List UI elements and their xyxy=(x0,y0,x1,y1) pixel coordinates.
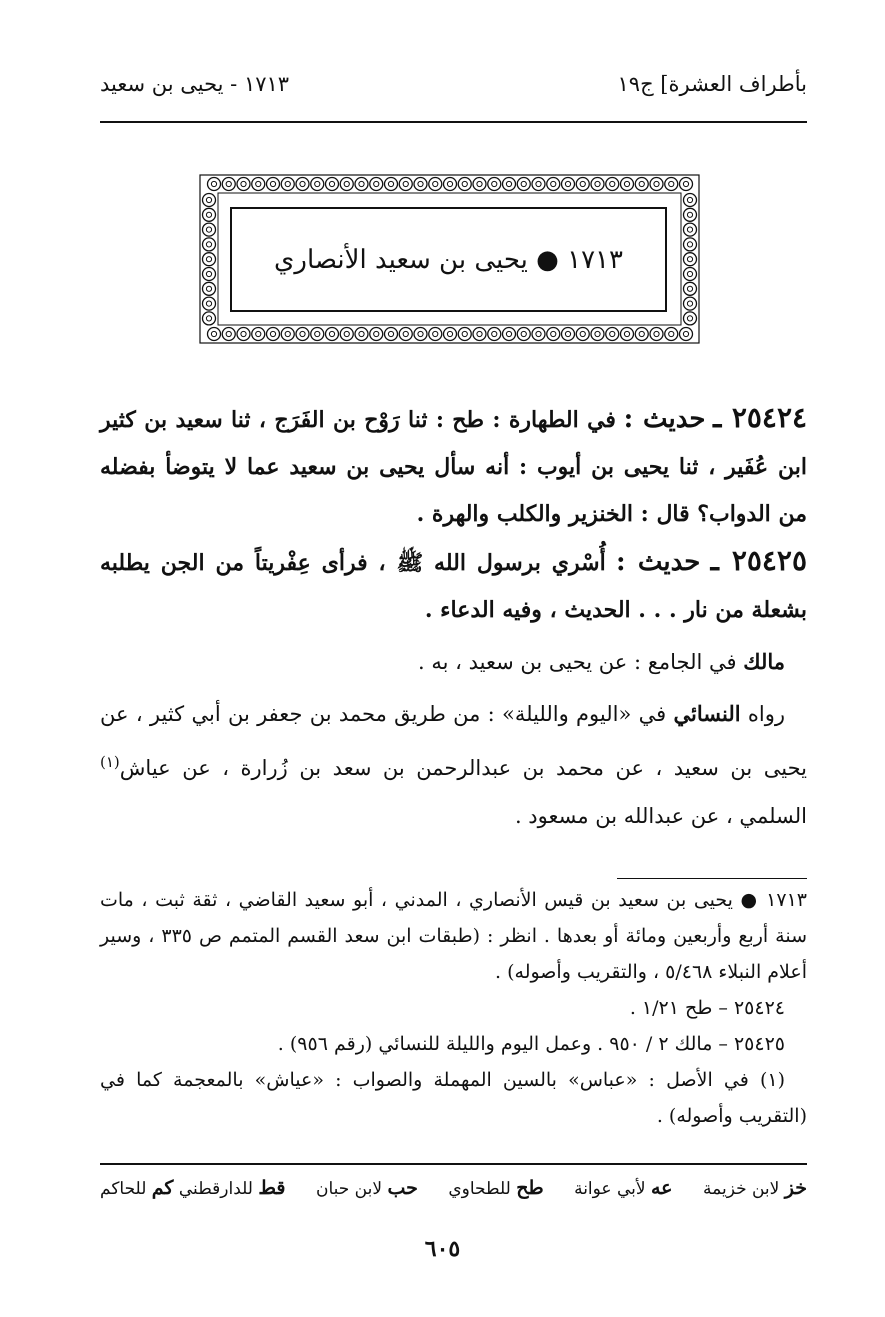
entry-title: ١٧١٣ ● يحيى بن سعيد الأنصاري xyxy=(274,244,623,275)
hadith-paragraph xyxy=(100,395,807,538)
source-malik xyxy=(100,638,807,686)
ornament-knot xyxy=(414,328,427,341)
source-text-continued: السلمي ، عن عبدالله بن مسعود . xyxy=(514,804,807,828)
footnotes xyxy=(100,882,807,1134)
abbreviations-rule xyxy=(100,1163,807,1165)
source-name: النسائي xyxy=(673,701,741,726)
source-name: مالك xyxy=(743,649,785,674)
hadith-text: في الطهارة : طح : ثنا رَوْح بن الفَرَج ، ثنا سعيد بن كثير ابن عُفَير ، ثنا يحيى بن أيوب : أنه سأل يحيى بن سعيد عما لا يتوضأ بفضله من الدواب؟ قال : الخنزير والكلب والهرة . xyxy=(100,407,807,527)
ornament-knot xyxy=(281,178,294,191)
ornament-knot xyxy=(311,328,324,341)
ornament-knot xyxy=(621,178,634,191)
hadith-paragraph xyxy=(100,538,807,634)
footnote: (١) في الأصل : «عباس» بالسين المهملة والصواب : «عياش» بالمعجمة كما في (التقريب وأصوله) . xyxy=(100,1069,807,1127)
ornament-knot xyxy=(311,178,324,191)
ornament-knot xyxy=(684,253,697,266)
ornament-knot xyxy=(208,178,221,191)
ornament-knot xyxy=(414,178,427,191)
ornament-knot xyxy=(591,178,604,191)
ornament-knot xyxy=(473,328,486,341)
ornament-knot xyxy=(340,328,353,341)
ornament-knot xyxy=(355,328,368,341)
ornament-knot xyxy=(562,178,575,191)
footnote-separator xyxy=(617,878,807,879)
ornament-knot xyxy=(429,328,442,341)
ornament-knot xyxy=(203,238,216,251)
abbr-item: قط للدارقطني كم للحاكم xyxy=(100,1177,286,1199)
ornament-knot xyxy=(203,297,216,310)
ornament-knot xyxy=(684,282,697,295)
ornament-knot xyxy=(517,178,530,191)
ornament-knot xyxy=(326,328,339,341)
ornament-knot xyxy=(444,328,457,341)
ornament-knot xyxy=(473,178,486,191)
ornament-knot xyxy=(503,328,516,341)
abbr-item: خز لابن خزيمة xyxy=(703,1177,807,1199)
ornament-knot xyxy=(458,178,471,191)
ornament-knot xyxy=(606,178,619,191)
source-text: في الجامع : عن يحيى بن سعيد ، به . xyxy=(418,650,737,674)
ornament-knot xyxy=(370,178,383,191)
ornament-knot xyxy=(684,208,697,221)
ornament-knot xyxy=(532,328,545,341)
ornament-knot xyxy=(680,178,693,191)
hadith-keyword: حديث : xyxy=(623,404,706,434)
source-text: في «اليوم والليلة» : من طريق محمد بن جعفر بن أبي كثير ، عن يحيى بن سعيد ، عن محمد بن عبدالرحمن بن سعد بن زُرارة ، عن عياش xyxy=(100,702,807,780)
ornament-knot xyxy=(237,178,250,191)
hadith-number: ٢٥٤٢٤ ـ xyxy=(713,401,808,434)
ornament-knot xyxy=(355,178,368,191)
ornament-knot xyxy=(684,312,697,325)
ornament-knot xyxy=(680,328,693,341)
hadith-keyword: حديث : xyxy=(615,547,701,577)
ornament-knot xyxy=(203,253,216,266)
ornament-knot xyxy=(532,178,545,191)
ornament-knot xyxy=(665,328,678,341)
hadith-text: أُسْري برسول الله ﷺ ، فرأى عِفْريتاً من الجن يطلبه بشعلة من نار . . . الحديث ، وفيه الدعاء . xyxy=(100,550,807,623)
footnote: ٢٥٤٢٤ – طح ١/٢١ . xyxy=(629,997,785,1019)
ornament-knot xyxy=(684,268,697,281)
footnote: ٢٥٤٢٥ – مالك ٢ / ٩٥٠ . وعمل اليوم والليلة للنسائي (رقم ٩٥٦) . xyxy=(277,1033,785,1055)
ornament-knot xyxy=(252,328,265,341)
ornament-knot xyxy=(399,178,412,191)
ornament-knot xyxy=(444,178,457,191)
ornament-knot xyxy=(267,178,280,191)
ornament-knot xyxy=(547,328,560,341)
footnote-marker: (١) xyxy=(100,753,120,771)
ornament-knot xyxy=(326,178,339,191)
ornament-knot xyxy=(340,178,353,191)
ornament-knot xyxy=(635,178,648,191)
header-book-title: بأطراف العشرة] ج١٩ xyxy=(617,72,807,96)
abbr-item: عه لأبي عوانة xyxy=(574,1177,673,1199)
source-prefix: رواه xyxy=(747,702,785,726)
ornament-knot xyxy=(650,178,663,191)
ornament-knot xyxy=(635,328,648,341)
ornament-knot xyxy=(650,328,663,341)
ornament-knot xyxy=(576,178,589,191)
ornament-knot xyxy=(222,328,235,341)
hadith-number: ٢٥٤٢٥ ـ xyxy=(710,544,808,577)
abbr-item: طح للطحاوي xyxy=(448,1177,544,1199)
abbreviations-key xyxy=(100,1177,807,1199)
ornament-knot xyxy=(547,178,560,191)
ornament-knot xyxy=(281,328,294,341)
ornament-knot xyxy=(267,328,280,341)
ornament-knot xyxy=(606,328,619,341)
ornament-knot xyxy=(208,328,221,341)
ornament-knot xyxy=(399,328,412,341)
ornament-knot xyxy=(296,328,309,341)
ornament-knot xyxy=(684,194,697,207)
ornament-knot xyxy=(222,178,235,191)
ornament-knot xyxy=(517,328,530,341)
source-nasai xyxy=(100,690,807,840)
ornament-knot xyxy=(203,282,216,295)
ornament-knot xyxy=(621,328,634,341)
footnote: ١٧١٣ ● يحيى بن سعيد بن قيس الأنصاري ، المدني ، أبو سعيد القاضي ، ثقة ثبت ، مات سنة أربع وأربعين ومائة أو بعدها . انظر : (طبقات ابن سعد القسم المتمم ص ٣٣٥ ، وسير أعلام النبلاء ٥/٤٦٨ ، والتقريب وأصوله) . xyxy=(100,889,807,983)
ornament-knot xyxy=(203,208,216,221)
ornament-knot xyxy=(252,178,265,191)
ornament-knot xyxy=(665,178,678,191)
ornament-knot xyxy=(203,194,216,207)
ornament-knot xyxy=(385,178,398,191)
main-text xyxy=(100,395,807,840)
ornament-knot xyxy=(684,238,697,251)
ornament-knot xyxy=(429,178,442,191)
ornament-knot xyxy=(576,328,589,341)
ornament-knot xyxy=(488,178,501,191)
header-rule xyxy=(100,121,807,123)
ornament-knot xyxy=(684,223,697,236)
running-header xyxy=(100,68,807,108)
ornament-knot xyxy=(488,328,501,341)
header-entry-title: ١٧١٣ - يحيى بن سعيد xyxy=(100,72,290,96)
abbr-item: حب لابن حبان xyxy=(315,1177,418,1199)
ornament-knot xyxy=(684,297,697,310)
ornament-knot xyxy=(203,223,216,236)
ornament-knot xyxy=(562,328,575,341)
ornament-knot xyxy=(237,328,250,341)
ornament-knot xyxy=(370,328,383,341)
ornament-knot xyxy=(503,178,516,191)
ornament-knot xyxy=(458,328,471,341)
page-number: ٦٠٥ xyxy=(424,1236,461,1262)
ornament-knot xyxy=(296,178,309,191)
ornament-knot xyxy=(591,328,604,341)
ornament-knot xyxy=(203,312,216,325)
ornament-knot xyxy=(385,328,398,341)
ornament-knot xyxy=(203,268,216,281)
